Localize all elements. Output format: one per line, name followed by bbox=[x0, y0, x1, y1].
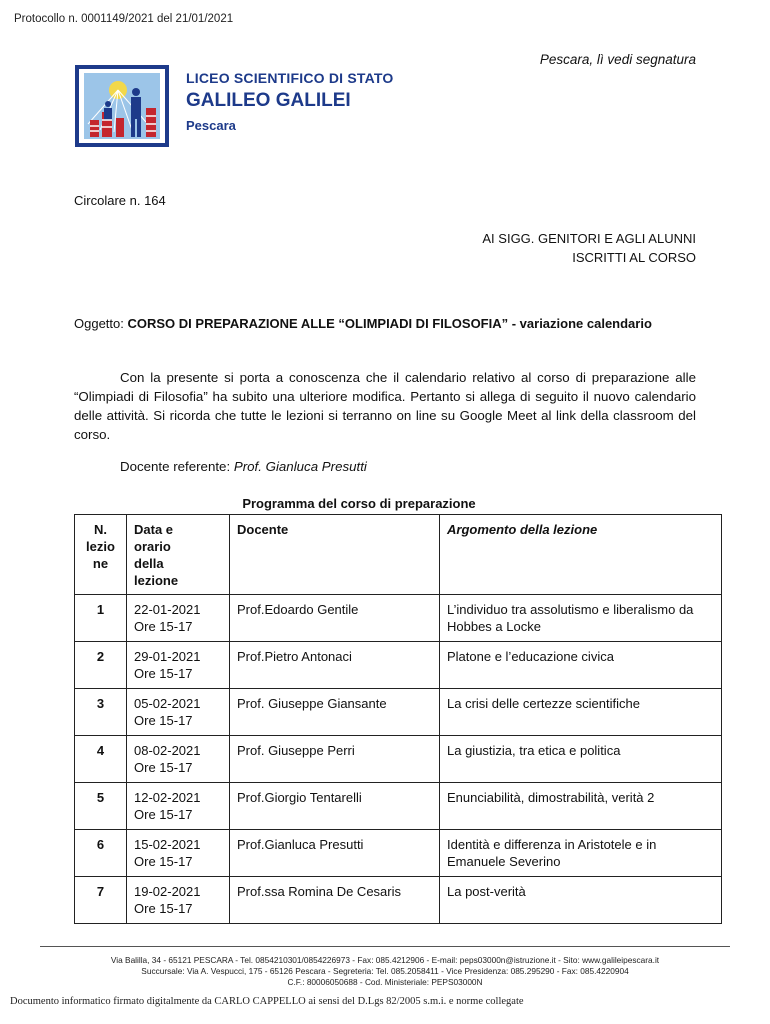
lesson-teacher-cell bbox=[230, 877, 440, 924]
table-row bbox=[75, 783, 722, 830]
table-row bbox=[75, 877, 722, 924]
table-row bbox=[75, 689, 722, 736]
lesson-teacher-cell bbox=[230, 736, 440, 783]
lesson-date-cell-text: Ore 15-17 bbox=[134, 713, 193, 728]
lesson-number-cell-text: 2 bbox=[96, 649, 105, 664]
lesson-number-cell-text: 6 bbox=[96, 837, 105, 852]
lesson-date-cell bbox=[127, 877, 230, 924]
lesson-number-cell bbox=[75, 783, 127, 830]
lesson-topic-cell-text: La crisi delle certezze scientifiche bbox=[447, 696, 640, 711]
program-table-body bbox=[75, 595, 722, 924]
lesson-teacher-cell-text: Prof.ssa Romina De Cesaris bbox=[237, 884, 401, 899]
lesson-date-cell-text: Ore 15-17 bbox=[134, 666, 193, 681]
subject bbox=[74, 314, 674, 333]
table-row bbox=[75, 595, 722, 642]
teacher-reference-name: Prof. Gianluca Presutti bbox=[233, 459, 367, 474]
lesson-date-cell bbox=[127, 783, 230, 830]
teacher-reference-label: Docente referente: bbox=[120, 459, 231, 474]
lesson-teacher-cell-text: Prof.Pietro Antonaci bbox=[237, 649, 352, 664]
lesson-date-cell-text: 19-02-2021 bbox=[134, 884, 201, 899]
circular-number: Circolare n. 164 bbox=[74, 193, 166, 208]
header-date-time bbox=[127, 515, 230, 595]
program-title: Programma del corso di preparazione bbox=[242, 496, 476, 511]
school-type: LICEO SCIENTIFICO DI STATO bbox=[186, 70, 394, 86]
footer bbox=[40, 955, 730, 988]
lesson-topic-cell bbox=[440, 689, 722, 736]
lesson-topic-cell-text: L’individuo tra assolutismo e liberalismo da Hobbes a Locke bbox=[447, 602, 694, 634]
subject-text: CORSO DI PREPARAZIONE ALLE “OLIMPIADI DI FILOSOFIA” - variazione calendario bbox=[127, 316, 652, 331]
teacher-reference bbox=[120, 459, 367, 474]
lesson-date-cell-text: 29-01-2021 bbox=[134, 649, 201, 664]
lesson-date-cell-text: Ore 15-17 bbox=[134, 619, 193, 634]
lesson-date-cell-text: 15-02-2021 bbox=[134, 837, 201, 852]
lesson-number-cell-text: 4 bbox=[96, 743, 105, 758]
table-row bbox=[75, 830, 722, 877]
footer-line-3: C.F.: 80006050688 - Cod. Ministeriale: PEPS03000N bbox=[287, 977, 483, 987]
lesson-teacher-cell-text: Prof. Giuseppe Perri bbox=[237, 743, 355, 758]
program-table bbox=[74, 514, 722, 924]
lesson-teacher-cell-text: Prof.Edoardo Gentile bbox=[237, 602, 359, 617]
lesson-teacher-cell bbox=[230, 783, 440, 830]
lesson-topic-cell bbox=[440, 830, 722, 877]
lesson-number-cell-text: 7 bbox=[96, 884, 105, 899]
lesson-number-cell bbox=[75, 830, 127, 877]
lesson-topic-cell bbox=[440, 877, 722, 924]
lesson-date-cell bbox=[127, 642, 230, 689]
lesson-teacher-cell bbox=[230, 642, 440, 689]
school-city: Pescara bbox=[186, 118, 236, 133]
lesson-teacher-cell-text: Prof.Gianluca Presutti bbox=[237, 837, 364, 852]
lesson-topic-cell-text: Enunciabilità, dimostrabilità, verità 2 bbox=[447, 790, 655, 805]
subject-label: Oggetto: bbox=[74, 316, 124, 331]
program-table-header bbox=[75, 515, 722, 595]
lesson-number-cell bbox=[75, 736, 127, 783]
table-row bbox=[75, 642, 722, 689]
school-name: GALILEO GALILEI bbox=[186, 90, 351, 111]
place-date: Pescara, lì vedi segnatura bbox=[539, 52, 696, 67]
lesson-topic-cell bbox=[440, 783, 722, 830]
header-lesson-number-text: N. lezio ne bbox=[86, 522, 115, 571]
footer-line-1: Via Balilla, 34 - 65121 PESCARA - Tel. 0854210301/0854226973 - Fax: 085.4212906 - E-mail: peps03000n@istruzione.it - Sito: www.galileipescara.it bbox=[110, 955, 660, 965]
lesson-date-cell-text: Ore 15-17 bbox=[134, 854, 193, 869]
lesson-date-cell-text: Ore 15-17 bbox=[134, 760, 193, 775]
lesson-teacher-cell-text: Prof.Giorgio Tentarelli bbox=[237, 790, 362, 805]
lesson-number-cell bbox=[75, 642, 127, 689]
digital-signature-note: Documento informatico firmato digitalmente da CARLO CAPPELLO ai sensi del D.Lgs 82/2005 s.m.i. e norme collegate bbox=[10, 996, 524, 1007]
lesson-date-cell bbox=[127, 736, 230, 783]
lesson-date-cell-text: Ore 15-17 bbox=[134, 901, 193, 916]
lesson-teacher-cell-text: Prof. Giuseppe Giansante bbox=[237, 696, 387, 711]
lesson-number-cell-text: 3 bbox=[96, 696, 105, 711]
header-teacher: Docente bbox=[230, 515, 440, 595]
header-date-time-text: Data e orario della lezione bbox=[134, 522, 179, 588]
lesson-topic-cell bbox=[440, 595, 722, 642]
footer-divider bbox=[40, 946, 730, 947]
lesson-topic-cell bbox=[440, 642, 722, 689]
lesson-number-cell bbox=[75, 689, 127, 736]
lesson-teacher-cell bbox=[230, 595, 440, 642]
lesson-number-cell-text: 5 bbox=[96, 790, 105, 805]
lesson-date-cell-text: 05-02-2021 bbox=[134, 696, 201, 711]
lesson-date-cell bbox=[127, 595, 230, 642]
recipients-line-2: ISCRITTI AL CORSO bbox=[572, 250, 696, 265]
lesson-date-cell-text: 22-01-2021 bbox=[134, 602, 201, 617]
lesson-topic-cell-text: La post-verità bbox=[447, 884, 526, 899]
header-lesson-number bbox=[75, 515, 127, 595]
recipients-line-1: AI SIGG. GENITORI E AGLI ALUNNI bbox=[482, 231, 696, 246]
lesson-date-cell bbox=[127, 830, 230, 877]
recipients bbox=[482, 229, 696, 267]
table-row bbox=[75, 736, 722, 783]
footer-line-2: Succursale: Via A. Vespucci, 175 - 65126 Pescara - Segreteria: Tel. 085.2058411 - Vice Presidenza: 085.295290 - Fax: 085.4220904 bbox=[141, 966, 629, 976]
body-paragraph: Con la presente si porta a conoscenza che il calendario relativo al corso di preparazione alle “Olimpiadi di Filosofia” ha subito una ulteriore modifica. Pertanto si allega di seguito il nuovo calendario delle attività. Si ricorda che tutte le lezioni si terranno on line su Google Meet al link della classroom del corso. bbox=[74, 370, 696, 442]
lesson-number-cell bbox=[75, 595, 127, 642]
header-topic: Argomento della lezione bbox=[440, 515, 722, 595]
lesson-date-cell-text: Ore 15-17 bbox=[134, 807, 193, 822]
lesson-date-cell bbox=[127, 689, 230, 736]
protocol-number: Protocollo n. 0001149/2021 del 21/01/2021 bbox=[14, 13, 234, 25]
lesson-teacher-cell bbox=[230, 830, 440, 877]
lesson-date-cell-text: 08-02-2021 bbox=[134, 743, 201, 758]
lesson-topic-cell-text: Platone e l’educazione civica bbox=[447, 649, 614, 664]
lesson-teacher-cell bbox=[230, 689, 440, 736]
lesson-number-cell-text: 1 bbox=[96, 602, 105, 617]
lesson-topic-cell-text: Identità e differenza in Aristotele e in Emanuele Severino bbox=[447, 837, 657, 869]
lesson-topic-cell bbox=[440, 736, 722, 783]
lesson-date-cell-text: 12-02-2021 bbox=[134, 790, 201, 805]
school-logo bbox=[74, 64, 170, 148]
lesson-number-cell bbox=[75, 877, 127, 924]
lesson-topic-cell-text: La giustizia, tra etica e politica bbox=[447, 743, 621, 758]
